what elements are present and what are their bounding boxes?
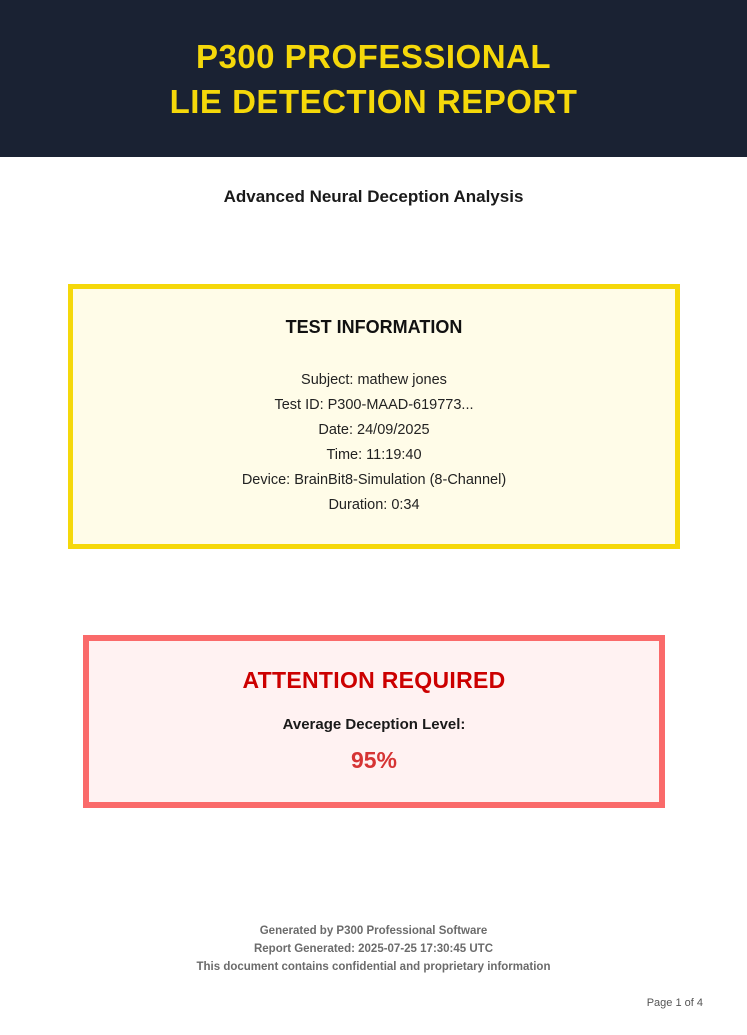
test-info-subject: Subject: mathew jones: [301, 372, 447, 388]
footer-report-generated: Report Generated: 2025-07-25 17:30:45 UTC: [253, 943, 494, 955]
average-deception-level-label: Average Deception Level:: [282, 716, 466, 733]
footer-confidentiality-notice: This document contains confidential and proprietary information: [196, 961, 551, 973]
test-info-date: Date: 24/09/2025: [318, 422, 430, 438]
test-information-title: TEST INFORMATION: [285, 317, 463, 337]
attention-required-box: [83, 635, 665, 808]
report-header-banner: [0, 0, 747, 157]
footer-generated-by: Generated by P300 Professional Software: [259, 925, 488, 937]
test-info-duration: Duration: 0:34: [328, 497, 420, 513]
test-info-device: Device: BrainBit8-Simulation (8-Channel): [241, 472, 507, 488]
test-info-test-id: Test ID: P300-MAAD-619773...: [274, 397, 474, 413]
report-title-line-1: P300 PROFESSIONAL: [195, 37, 552, 75]
test-information-box: [68, 284, 680, 549]
average-deception-level-value: 95%: [350, 747, 398, 773]
report-footer: [0, 922, 747, 976]
report-title-line-2: LIE DETECTION REPORT: [169, 82, 578, 120]
test-info-time: Time: 11:19:40: [326, 447, 422, 463]
report-subtitle: Advanced Neural Deception Analysis: [223, 187, 524, 206]
page-number: Page 1 of 4: [646, 997, 703, 1009]
attention-required-title: ATTENTION REQUIRED: [242, 667, 506, 693]
